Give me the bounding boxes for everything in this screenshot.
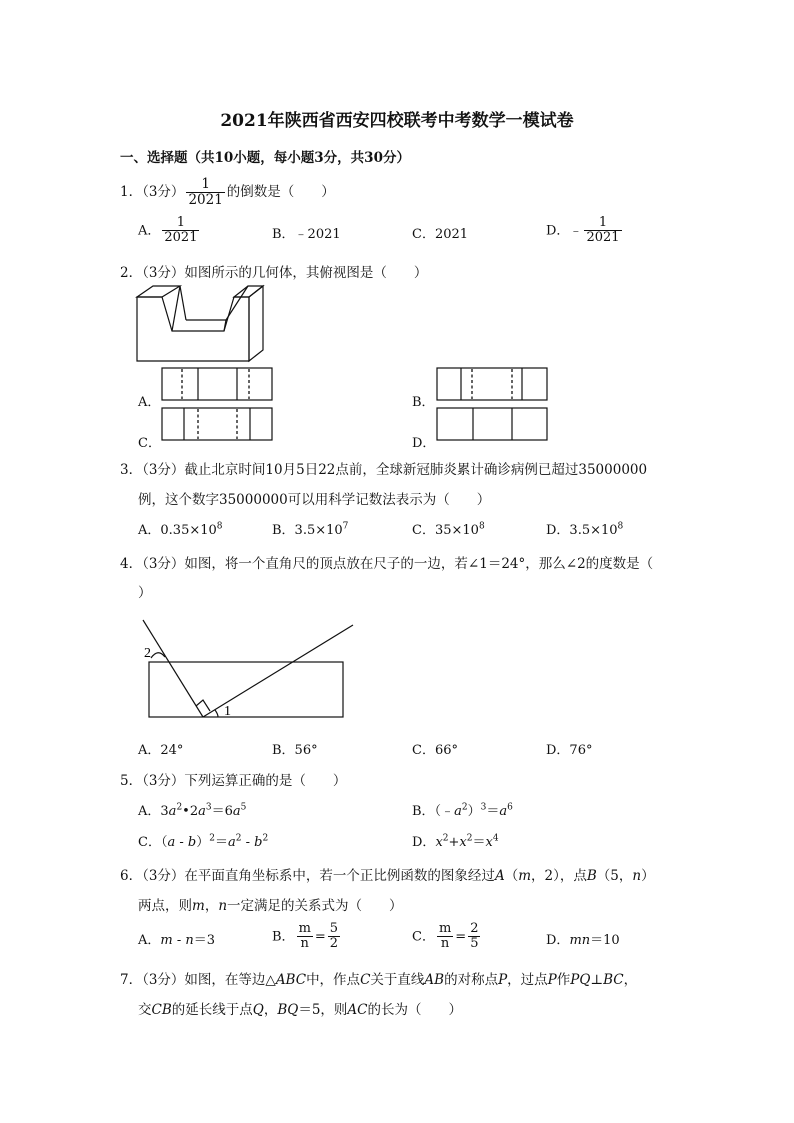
q1-option-c: C．2021 (412, 227, 469, 242)
question-7-line-1 (120, 968, 637, 988)
q1-a-label: A． (138, 223, 161, 239)
q7-var: BQ (277, 1002, 299, 1018)
q6-point-a: A (494, 868, 505, 884)
q3-b-exp: 7 (342, 521, 349, 532)
question-4-line-1: 4．（3分）如图，将一个直角尺的顶点放在尺子的一边，若∠1＝24°，那么∠2的度数是（ (120, 556, 654, 572)
q7-text: ， (263, 1002, 278, 1018)
q6-a-eq: ＝3 (193, 933, 216, 948)
q6-a-expr: m - n (160, 933, 194, 948)
q6-b-den: n (300, 936, 309, 952)
q5-d-var: x (435, 835, 443, 850)
q2-option-c-label: C． (138, 436, 161, 451)
q3-d-base: D．3.5×10 (546, 523, 618, 538)
q7-text: 交 (138, 1002, 152, 1018)
q5-d-part: + (448, 835, 460, 850)
q3-b-base: B．3.5×10 (272, 523, 343, 538)
q3-option-b (272, 519, 348, 538)
q5-c-part: C．（ (138, 835, 168, 850)
q5-d-exp: 2 (466, 833, 473, 844)
q5-d-var: x (485, 835, 493, 850)
q6-option-c (412, 922, 482, 952)
q5-a-part: •2 (182, 804, 199, 819)
q4-option-d: D．76° (546, 743, 593, 758)
q7-var: CB (151, 1002, 172, 1018)
q6-var-m: m (192, 898, 205, 914)
q5-a-var: a (198, 804, 206, 819)
q5-c-var: a (227, 835, 236, 850)
q5-a-var: a (232, 804, 241, 819)
q5-c-part: ＝ (214, 835, 228, 850)
q6-option-b (272, 922, 342, 952)
q1-prefix: 1．（3分） (120, 183, 185, 200)
q1-fraction (186, 177, 224, 208)
q5-a-exp: 3 (205, 802, 212, 813)
q1-d-fraction (584, 216, 621, 246)
q1-a-fraction (162, 216, 199, 246)
q5-d-part: ＝ (472, 835, 486, 850)
q4-option-b: B．56° (272, 743, 318, 758)
q7-var: P (547, 972, 557, 988)
q2-solid-figure (130, 283, 270, 365)
q6-d-eq: ＝10 (590, 933, 620, 948)
q3-a-exp: 8 (216, 521, 223, 532)
q7-text: 7．（3分）如图，在等边△ (120, 972, 276, 988)
q6-a-label: A． (138, 933, 161, 948)
q7-text: 的长为（ ） (367, 1002, 463, 1018)
q6-var-m: m (518, 868, 531, 884)
q5-b-var: a (454, 804, 462, 819)
q1-option-a (138, 216, 201, 246)
q7-text: 中，作点 (306, 972, 361, 988)
q5-b-var: a (499, 804, 508, 819)
q1-a-den: 2021 (164, 230, 198, 246)
q1-d-den: 2021 (586, 230, 620, 246)
q6-text: ， (204, 898, 219, 914)
q2-option-c-view (161, 407, 273, 441)
q7-text: ，过点 (507, 972, 548, 988)
question-6-line-1 (120, 864, 655, 884)
q6-d-label: D． (546, 933, 570, 948)
q6-b-label: B． (272, 929, 295, 945)
q5-a-var: a (168, 804, 177, 819)
q5-b-part: ＝ (486, 804, 500, 819)
q6-option-a (138, 929, 215, 948)
q2-option-b-view (436, 367, 548, 401)
q7-var: AC (347, 1002, 368, 1018)
q3-d-exp: 8 (617, 521, 624, 532)
question-1 (120, 177, 335, 208)
q5-c-exp: 2 (262, 833, 269, 844)
q6-point-b: B (586, 868, 597, 884)
q6-c-den: n (440, 936, 450, 952)
q7-var: P (498, 972, 508, 988)
q2-option-b-label: B． (412, 395, 435, 410)
q1-a-num: 1 (162, 216, 199, 231)
q1-d-label: D．﹣ (546, 223, 583, 239)
q7-var: Q (252, 1002, 264, 1018)
q6-b-frac-left (297, 922, 313, 952)
q3-option-a (138, 519, 223, 538)
q5-option-a (138, 800, 246, 819)
q7-text: ＝5，则 (298, 1002, 348, 1018)
q4-option-c: C．66° (412, 743, 458, 758)
q1-option-b: B．﹣2021 (272, 227, 341, 242)
q7-text: 的对称点 (444, 972, 499, 988)
q6-text: ） (641, 868, 655, 884)
q1-d-num: 1 (584, 216, 621, 231)
q6-text: （5， (596, 868, 633, 884)
q1-option-d (546, 216, 624, 246)
q5-b-part: ） (467, 804, 481, 819)
q6-c-rnum: 2 (470, 921, 479, 936)
q4-angle-1-label: 1 (224, 704, 231, 719)
q6-b-rden: 2 (329, 936, 339, 952)
q6-c-eq: = (455, 929, 467, 945)
question-3-line-1: 3．（3分）截止北京时间10月5日22点前，全球新冠肺炎累计确诊病例已超过35000000 (120, 462, 648, 478)
q7-text: ⊥ (590, 972, 604, 988)
q6-b-frac-right (328, 922, 340, 952)
q4-angle-2-label: 2 (144, 646, 151, 661)
q5-c-part: - (241, 835, 255, 850)
question-5: 5．（3分）下列运算正确的是（ ） (120, 773, 347, 789)
q5-c-exp: 2 (235, 833, 242, 844)
q6-d-expr: mn (569, 933, 591, 948)
q7-text: 作 (556, 972, 571, 988)
q5-option-c (138, 831, 268, 850)
q6-c-label: C． (412, 929, 435, 945)
q7-text: 的延长线于点 (171, 1002, 253, 1018)
q5-c-exp: 2 (209, 833, 215, 844)
q5-b-part: B．（﹣ (412, 804, 455, 819)
q5-d-part: D． (412, 835, 436, 850)
q6-text: 一定满足的关系式为（ ） (227, 898, 403, 914)
q3-a-base: A．0.35×10 (138, 523, 217, 538)
q6-c-num: m (438, 921, 452, 936)
q2-option-a-view (161, 367, 273, 401)
question-2: 2．（3分）如图所示的几何体，其俯视图是（ ） (120, 265, 428, 281)
question-4-line-2: ） (138, 585, 152, 601)
q5-b-exp: 6 (507, 802, 513, 813)
q5-b-exp: 2 (461, 802, 468, 813)
question-6-line-2 (138, 894, 403, 914)
q2-option-d-view (436, 407, 548, 441)
q6-c-frac-left (437, 922, 453, 952)
q5-a-part: A．3 (138, 804, 169, 819)
q3-c-base: C．35×10 (412, 523, 479, 538)
q5-c-part: ） (196, 835, 210, 850)
q5-d-var: x (459, 835, 467, 850)
q1-frac-den: 2021 (188, 191, 223, 208)
section-heading: 一、选择题（共10小题，每小题3分，共30分） (120, 150, 410, 166)
q7-var: AB (424, 972, 445, 988)
q7-var: BC (603, 972, 624, 988)
q7-text: ， (623, 972, 638, 988)
q7-var: C (360, 972, 371, 988)
q5-option-b (412, 800, 513, 819)
q3-option-c (412, 519, 485, 538)
q5-c-part: - (175, 835, 188, 850)
q4-option-a: A．24° (138, 743, 184, 758)
question-7-line-2 (138, 998, 462, 1018)
q1-frac-num: 1 (186, 177, 224, 193)
q6-text: 6．（3分）在平面直角坐标系中，若一个正比例函数的图象经过 (120, 868, 495, 884)
q5-b-exp: 3 (480, 802, 487, 813)
q3-c-exp: 8 (478, 521, 485, 532)
q5-d-exp: 4 (492, 833, 499, 844)
q6-var-n: n (632, 868, 642, 884)
q5-a-part: ＝6 (211, 804, 233, 819)
q6-var-n: n (218, 898, 228, 914)
q5-d-exp: 2 (442, 833, 449, 844)
q1-suffix: 的倒数是（ ） (226, 183, 335, 200)
q5-c-var: b (254, 835, 263, 850)
q6-option-d (546, 929, 620, 948)
q6-text: 两点，则 (138, 898, 192, 914)
q6-b-rnum: 5 (329, 921, 339, 936)
q6-text: （ (504, 868, 519, 884)
q5-a-exp: 5 (240, 802, 247, 813)
q4-ruler-figure (138, 618, 358, 722)
q6-b-num: m (298, 921, 311, 936)
q3-option-d (546, 519, 623, 538)
q6-b-eq: = (314, 929, 326, 945)
q6-c-rden: 5 (470, 936, 479, 952)
q7-var: ABC (275, 972, 307, 988)
q5-c-var: a (167, 835, 176, 850)
q6-c-frac-right (468, 922, 480, 952)
question-3-line-2: 例，这个数字35000000可以用科学记数法表示为（ ） (138, 492, 491, 508)
q7-var: PQ (570, 972, 591, 988)
q5-option-d (412, 831, 499, 850)
q5-c-var: b (187, 835, 197, 850)
q7-text: 关于直线 (370, 972, 425, 988)
page-title: 2021年陕西省西安四校联考中考数学一模试卷 (220, 111, 574, 131)
q6-text: ，2），点 (531, 868, 587, 884)
q2-option-a-label: A． (138, 395, 161, 410)
q2-option-d-label: D． (412, 436, 436, 451)
q5-a-exp: 2 (176, 802, 183, 813)
